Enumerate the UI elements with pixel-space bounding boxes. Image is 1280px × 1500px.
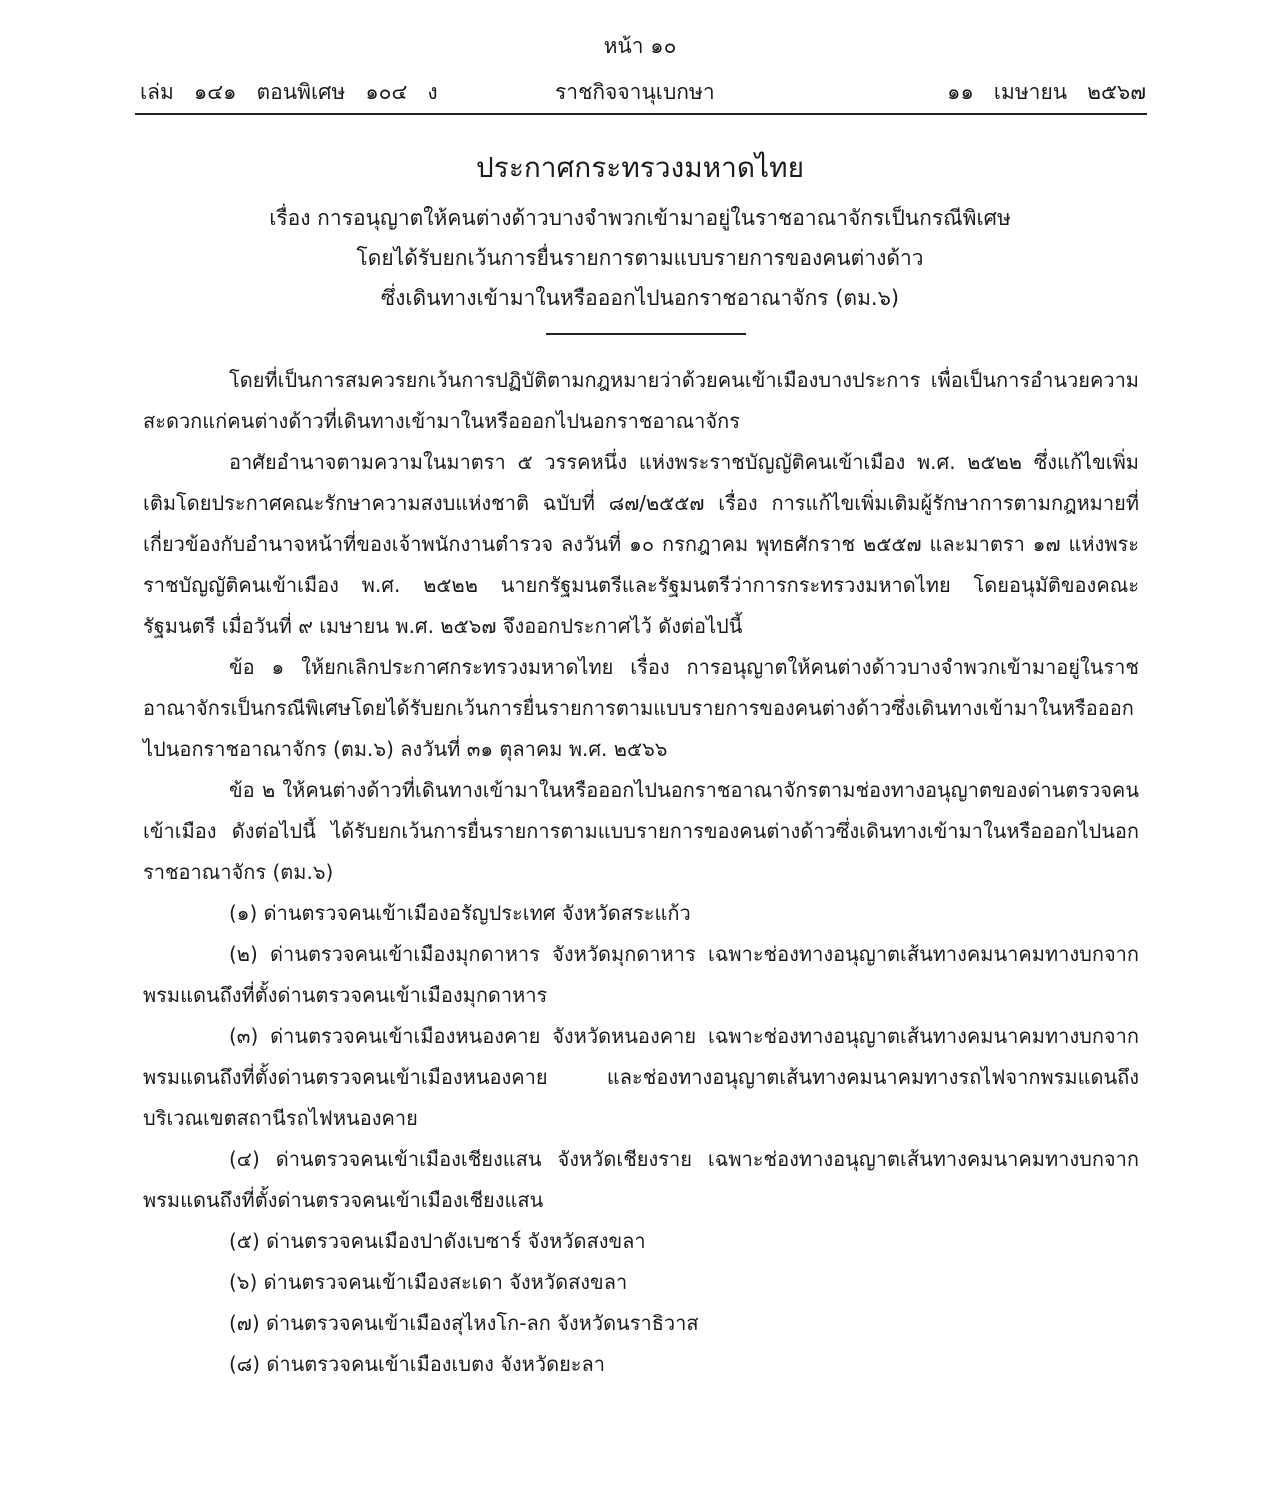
- list-item: (๓) ด่านตรวจคนเข้าเมืองหนองคาย จังหวัดหนองคาย เฉพาะช่องทางอนุญาตเส้นทางคมนาคมทางบกจากพรมแดนถึงที่ตั้งด่านตรวจคนเข้าเมืองหนองคาย และช่องทางอนุญาตเส้นทางคมนาคมทางรถไฟจากพรมแดนถึงบริเวณเขตสถานีรถไฟหนองคาย: [143, 1024, 1139, 1130]
- subject-line: เรื่อง การอนุญาตให้คนต่างด้าวบางจำพวกเข้ามาอยู่ในราชอาณาจักรเป็นกรณีพิเศษ: [269, 206, 1011, 230]
- gazette-name: ราชกิจจานุเบกษา: [555, 80, 715, 104]
- gazette-volume: เล่ม ๑๔๑ ตอนพิเศษ ๑๐๔ ง: [140, 80, 438, 104]
- gazette-header: [140, 76, 1146, 108]
- header-divider: [135, 113, 1147, 115]
- gazette-date: ๑๑ เมษายน ๒๕๖๗: [947, 80, 1146, 104]
- page-number: หน้า ๑๐: [603, 34, 677, 58]
- announcement-body: [143, 360, 1139, 1385]
- announcement-title: ประกาศกระทรวงมหาดไทย: [476, 151, 804, 184]
- announcement-subject: [0, 198, 1280, 318]
- preamble-paragraph: โดยที่เป็นการสมควรยกเว้นการปฏิบัติตามกฎหมายว่าด้วยคนเข้าเมืองบางประการ เพื่อเป็นการอำนวยความสะดวกแก่คนต่างด้าวที่เดินทางเข้ามาในหรือออกไปนอกราชอาณาจักร: [143, 368, 1139, 433]
- list-item: (๒) ด่านตรวจคนเข้าเมืองมุกดาหาร จังหวัดมุกดาหาร เฉพาะช่องทางอนุญาตเส้นทางคมนาคมทางบกจากพรมแดนถึงที่ตั้งด่านตรวจคนเข้าเมืองมุกดาหาร: [143, 942, 1139, 1007]
- list-item: (๔) ด่านตรวจคนเข้าเมืองเชียงแสน จังหวัดเชียงราย เฉพาะช่องทางอนุญาตเส้นทางคมนาคมทางบกจากพรมแดนถึงที่ตั้งด่านตรวจคนเข้าเมืองเชียงแสน: [143, 1147, 1139, 1212]
- list-item: (๖) ด่านตรวจคนเข้าเมืองสะเดา จังหวัดสงขลา: [229, 1270, 628, 1294]
- authority-paragraph: อาศัยอำนาจตามความในมาตรา ๕ วรรคหนึ่ง แห่งพระราชบัญญัติคนเข้าเมือง พ.ศ. ๒๕๒๒ ซึ่งแก้ไขเพิ่มเติมโดยประกาศคณะรักษาความสงบแห่งชาติ ฉบับที่ ๘๗/๒๕๕๗ เรื่อง การแก้ไขเพิ่มเติมผู้รักษาการตามกฎหมายที่เกี่ยวข้องกับอำนาจหน้าที่ของเจ้าพนักงานตำรวจ ลงวันที่ ๑๐ กรกฎาคม พุทธศักราช ๒๕๕๗ และมาตรา ๑๗ แห่งพระราชบัญญัติคนเข้าเมือง พ.ศ. ๒๕๒๒ นายกรัฐมนตรีและรัฐมนตรีว่าการกระทรวงมหาดไทย โดยอนุมัติของคณะรัฐมนตรี เมื่อวันที่ ๙ เมษายน พ.ศ. ๒๕๖๗ จึงออกประกาศไว้ ดังต่อไปนี้: [143, 450, 1139, 638]
- clause-2: ข้อ ๒ ให้คนต่างด้าวที่เดินทางเข้ามาในหรือออกไปนอกราชอาณาจักรตามช่องทางอนุญาตของด่านตรวจคนเข้าเมือง ดังต่อไปนี้ ได้รับยกเว้นการยื่นรายการตามแบบรายการของคนต่างด้าวซึ่งเดินทางเข้ามาในหรือออกไปนอกราชอาณาจักร (ตม.๖): [143, 778, 1139, 884]
- subject-line: โดยได้รับยกเว้นการยื่นรายการตามแบบรายการของคนต่างด้าว: [356, 246, 924, 270]
- clause-1: ข้อ ๑ ให้ยกเลิกประกาศกระทรวงมหาดไทย เรื่อง การอนุญาตให้คนต่างด้าวบางจำพวกเข้ามาอยู่ในราชอาณาจักรเป็นกรณีพิเศษโดยได้รับยกเว้นการยื่นรายการตามแบบรายการของคนต่างด้าวซึ่งเดินทางเข้ามาในหรือออกไปนอกราชอาณาจักร (ตม.๖) ลงวันที่ ๓๑ ตุลาคม พ.ศ. ๒๕๖๖: [143, 655, 1139, 761]
- list-item: (๑) ด่านตรวจคนเข้าเมืองอรัญประเทศ จังหวัดสระแก้ว: [229, 901, 691, 925]
- list-item: (๗) ด่านตรวจคนเข้าเมืองสุไหงโก-ลก จังหวัดนราธิวาส: [229, 1311, 699, 1335]
- title-divider: [546, 333, 746, 335]
- list-item: (๘) ด่านตรวจคนเข้าเมืองเบตง จังหวัดยะลา: [229, 1352, 606, 1376]
- subject-line: ซึ่งเดินทางเข้ามาในหรือออกไปนอกราชอาณาจักร (ตม.๖): [380, 286, 900, 310]
- list-item: (๕) ด่านตรวจคนเมืองปาดังเบซาร์ จังหวัดสงขลา: [229, 1229, 646, 1253]
